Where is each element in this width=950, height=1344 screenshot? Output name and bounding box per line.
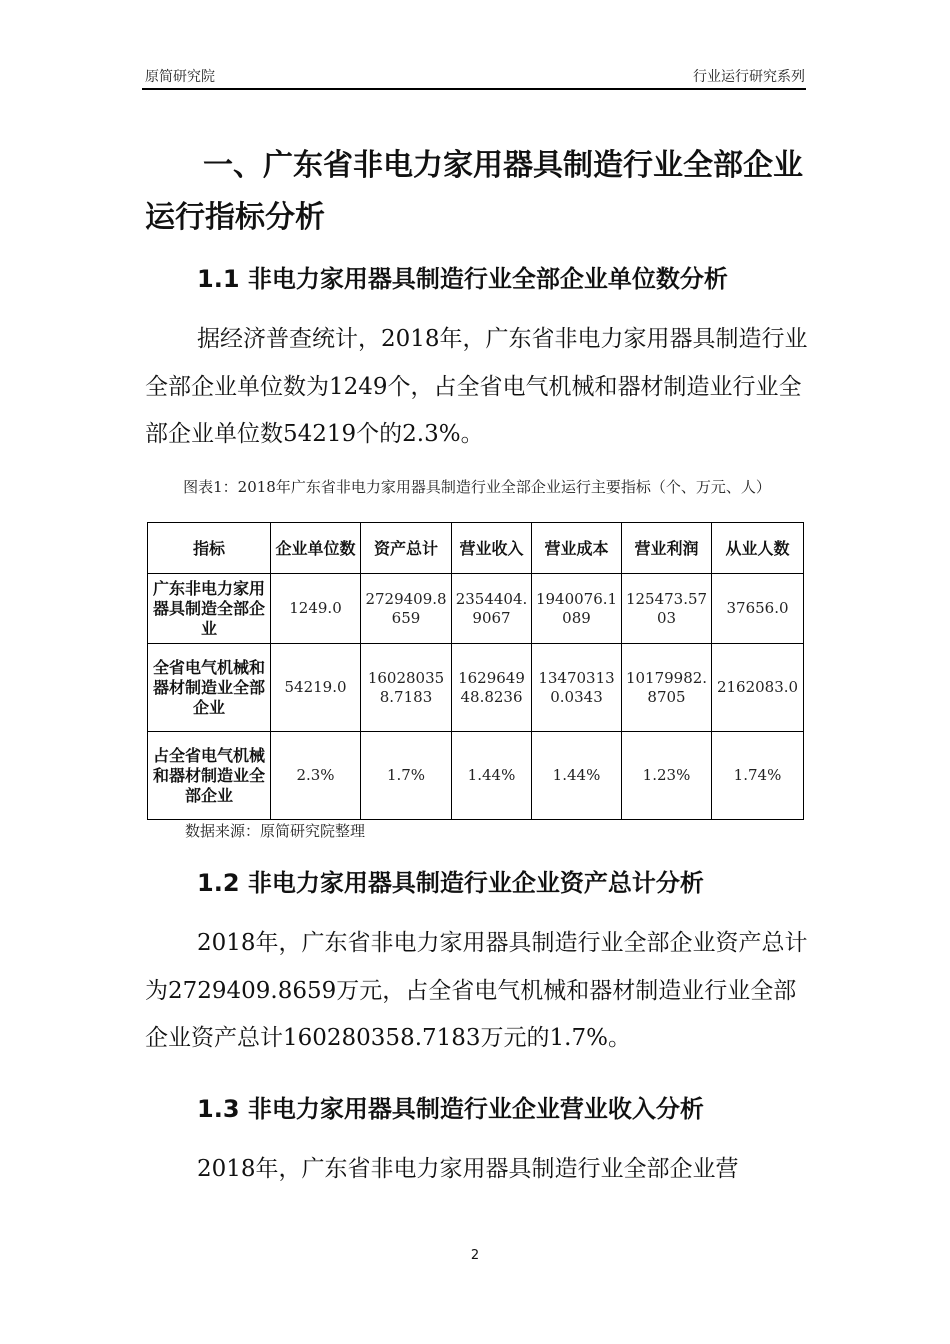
table-cell: 1940076.1089	[532, 574, 622, 644]
table-cell: 2729409.8659	[361, 574, 452, 644]
table-cell: 10179982.8705	[622, 644, 712, 732]
header-left: 原简研究院	[145, 69, 215, 85]
table-header-cell: 从业人数	[712, 523, 804, 574]
table-cell: 160280358.7183	[361, 644, 452, 732]
table-row	[148, 732, 804, 820]
header-divider	[142, 88, 806, 90]
table-cell: 2354404.9067	[452, 574, 532, 644]
table-cell: 1.7%	[361, 732, 452, 820]
table-header-cell: 营业收入	[452, 523, 532, 574]
table-header-cell: 指标	[148, 523, 271, 574]
row-label: 占全省电气机械和器材制造业全部企业	[148, 732, 271, 820]
table-row	[148, 574, 804, 644]
table-cell: 134703130.0343	[532, 644, 622, 732]
table-cell: 125473.5703	[622, 574, 712, 644]
table-cell: 2.3%	[271, 732, 361, 820]
table-row	[148, 644, 804, 732]
table-header-row	[148, 523, 804, 574]
section-title: 一、广东省非电力家用器具制造行业全部企业运行指标分析	[145, 148, 803, 235]
table-cell: 54219.0	[271, 644, 361, 732]
paragraph-1-3: 2018年，广东省非电力家用器具制造行业全部企业营	[197, 1156, 739, 1182]
heading-1-2: 1.2 非电力家用器具制造行业企业资产总计分析	[197, 869, 704, 897]
table-cell: 2162083.0	[712, 644, 804, 732]
indicator-table	[147, 522, 804, 820]
header-right: 行业运行研究系列	[693, 69, 805, 85]
table-cell: 1.23%	[622, 732, 712, 820]
table-cell: 162964948.8236	[452, 644, 532, 732]
heading-1-3: 1.3 非电力家用器具制造行业企业营业收入分析	[197, 1095, 704, 1123]
table-cell: 37656.0	[712, 574, 804, 644]
data-source-note: 数据来源：原简研究院整理	[185, 822, 366, 840]
table-header-cell: 营业成本	[532, 523, 622, 574]
paragraph-1-1: 据经济普查统计，2018年，广东省非电力家用器具制造行业全部企业单位数为1249个，占全省电气机械和器材制造业行业全部企业单位数54219个的2.3%。	[145, 326, 808, 447]
row-label: 广东非电力家用器具制造全部企业	[148, 574, 271, 644]
row-label: 全省电气机械和器材制造业全部企业	[148, 644, 271, 732]
table-cell: 1249.0	[271, 574, 361, 644]
table-header-cell: 营业利润	[622, 523, 712, 574]
table-cell: 1.44%	[452, 732, 532, 820]
table-header-cell: 资产总计	[361, 523, 452, 574]
page-number: 2	[470, 1248, 480, 1263]
table-cell: 1.44%	[532, 732, 622, 820]
table-caption: 图表1：2018年广东省非电力家用器具制造行业全部企业运行主要指标（个、万元、人）	[183, 478, 771, 496]
table-header-cell: 企业单位数	[271, 523, 361, 574]
heading-1-1: 1.1 非电力家用器具制造行业全部企业单位数分析	[197, 265, 728, 293]
paragraph-1-2: 2018年，广东省非电力家用器具制造行业全部企业资产总计为2729409.8659万元，占全省电气机械和器材制造业行业全部企业资产总计160280358.7183万元的1.7%。	[145, 930, 808, 1051]
table-cell: 1.74%	[712, 732, 804, 820]
